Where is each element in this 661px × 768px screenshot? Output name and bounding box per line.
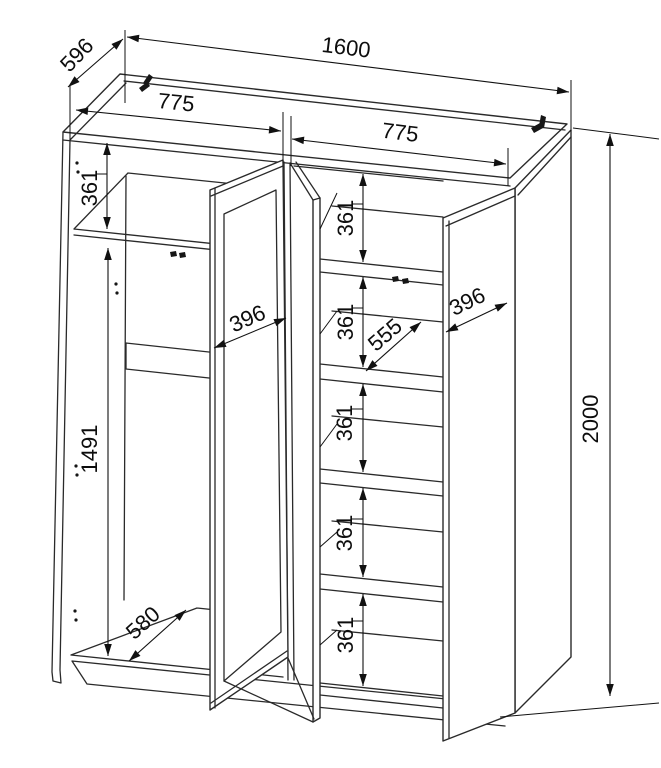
- dim-label-top-shelf-drop: 361: [76, 169, 102, 207]
- left-rear-interior-corner: [124, 176, 126, 600]
- dim-label-total-height: 2000: [577, 394, 603, 444]
- doors: [210, 130, 571, 741]
- dim-label-shelf-gap-2: 361: [332, 303, 358, 341]
- right-door-front-face: [443, 188, 515, 741]
- dim-label-right-section: 775: [380, 117, 420, 147]
- dim-label-total-width: 1600: [320, 31, 373, 63]
- dim-label-mirror-door-width: 396: [225, 299, 270, 338]
- dim-label-left-section: 775: [156, 87, 196, 117]
- right-door-outer-face: [515, 130, 571, 713]
- dim-label-depth: 596: [55, 32, 99, 77]
- left-side-panel: [52, 132, 70, 683]
- dim-label-right-door-width: 396: [445, 282, 490, 321]
- shelf-hinge-marks: [170, 251, 409, 284]
- dim-label-hanging-height: 1491: [76, 424, 102, 474]
- dim-label-shelf-gap-4: 361: [331, 514, 357, 552]
- dim-label-shelf-gap-3: 361: [331, 404, 357, 442]
- dim-label-floor-depth: 580: [120, 601, 165, 645]
- middle-door-edge-sliver: [313, 198, 320, 722]
- dim-label-shelf-gap-5: 361: [332, 616, 358, 654]
- shelf-pin-holes: [73, 161, 118, 621]
- dim-label-shelf-gap-1: 361: [332, 199, 358, 237]
- dim-label-shelf-depth: 555: [362, 313, 407, 357]
